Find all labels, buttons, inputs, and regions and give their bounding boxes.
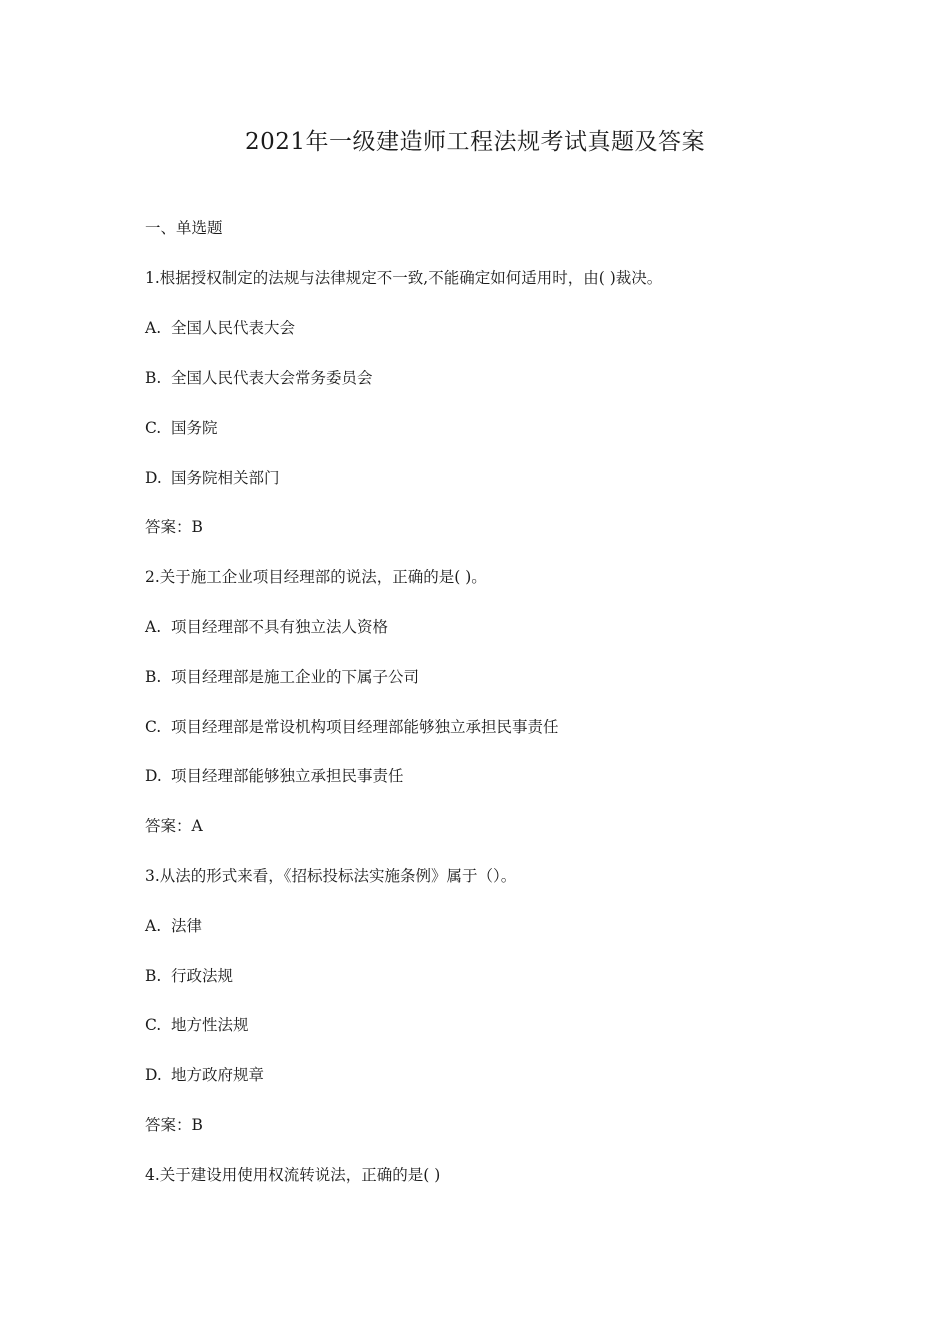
option-text: 国务院相关部门 — [171, 469, 280, 487]
question-2-option-a — [145, 616, 388, 638]
option-text: 项目经理部是常设机构项目经理部能够独立承担民事责任 — [171, 718, 559, 736]
question-2-option-d — [145, 765, 404, 787]
question-3-answer: 答案：B — [145, 1116, 203, 1134]
option-letter: A. — [145, 917, 162, 935]
question-4-stem: 4.关于建设用使用权流转说法，正确的是( ) — [145, 1166, 441, 1184]
option-text: 地方政府规章 — [171, 1066, 265, 1084]
question-2-option-c — [145, 716, 559, 738]
question-3-option-c — [145, 1014, 249, 1036]
option-letter: C. — [145, 1016, 162, 1034]
question-3-stem: 3.从法的形式来看，《招标投标法实施条例》属于（）。 — [145, 867, 517, 885]
page-title: 2021年一级建造师工程法规考试真题及答案 — [244, 129, 706, 155]
option-letter: B. — [145, 369, 162, 387]
option-letter: B. — [145, 967, 162, 985]
option-text: 行政法规 — [171, 967, 234, 985]
option-letter: D. — [145, 767, 162, 785]
option-text: 法律 — [171, 917, 203, 935]
option-letter: D. — [145, 1066, 162, 1084]
option-text: 地方性法规 — [171, 1016, 249, 1034]
option-letter: B. — [145, 668, 162, 686]
option-text: 项目经理部是施工企业的下属子公司 — [171, 668, 420, 686]
option-text: 国务院 — [171, 419, 218, 437]
question-3-option-a — [145, 915, 202, 937]
option-letter: A. — [145, 319, 162, 337]
option-letter: D. — [145, 469, 162, 487]
question-2-stem: 2.关于施工企业项目经理部的说法，正确的是( )。 — [145, 568, 487, 586]
question-1-option-a — [145, 317, 295, 339]
option-text: 项目经理部能够独立承担民事责任 — [171, 767, 404, 785]
section-heading: 一、单选题 — [145, 219, 223, 237]
question-3-option-d — [145, 1064, 264, 1086]
option-letter: C. — [145, 419, 162, 437]
question-3-option-b — [145, 965, 233, 987]
question-1-answer: 答案：B — [145, 518, 203, 536]
option-letter: A. — [145, 618, 162, 636]
option-text: 全国人民代表大会 — [171, 319, 296, 337]
option-letter: C. — [145, 718, 162, 736]
option-text: 项目经理部不具有独立法人资格 — [171, 618, 389, 636]
option-text: 全国人民代表大会常务委员会 — [171, 369, 373, 387]
question-1-option-c — [145, 417, 218, 439]
question-2-answer: 答案：A — [145, 817, 203, 835]
question-1-option-b — [145, 367, 373, 389]
question-1-stem: 1.根据授权制定的法规与法律规定不一致,不能确定如何适用时，由( )裁决。 — [145, 269, 663, 287]
question-1-option-d — [145, 467, 280, 489]
question-2-option-b — [145, 666, 419, 688]
